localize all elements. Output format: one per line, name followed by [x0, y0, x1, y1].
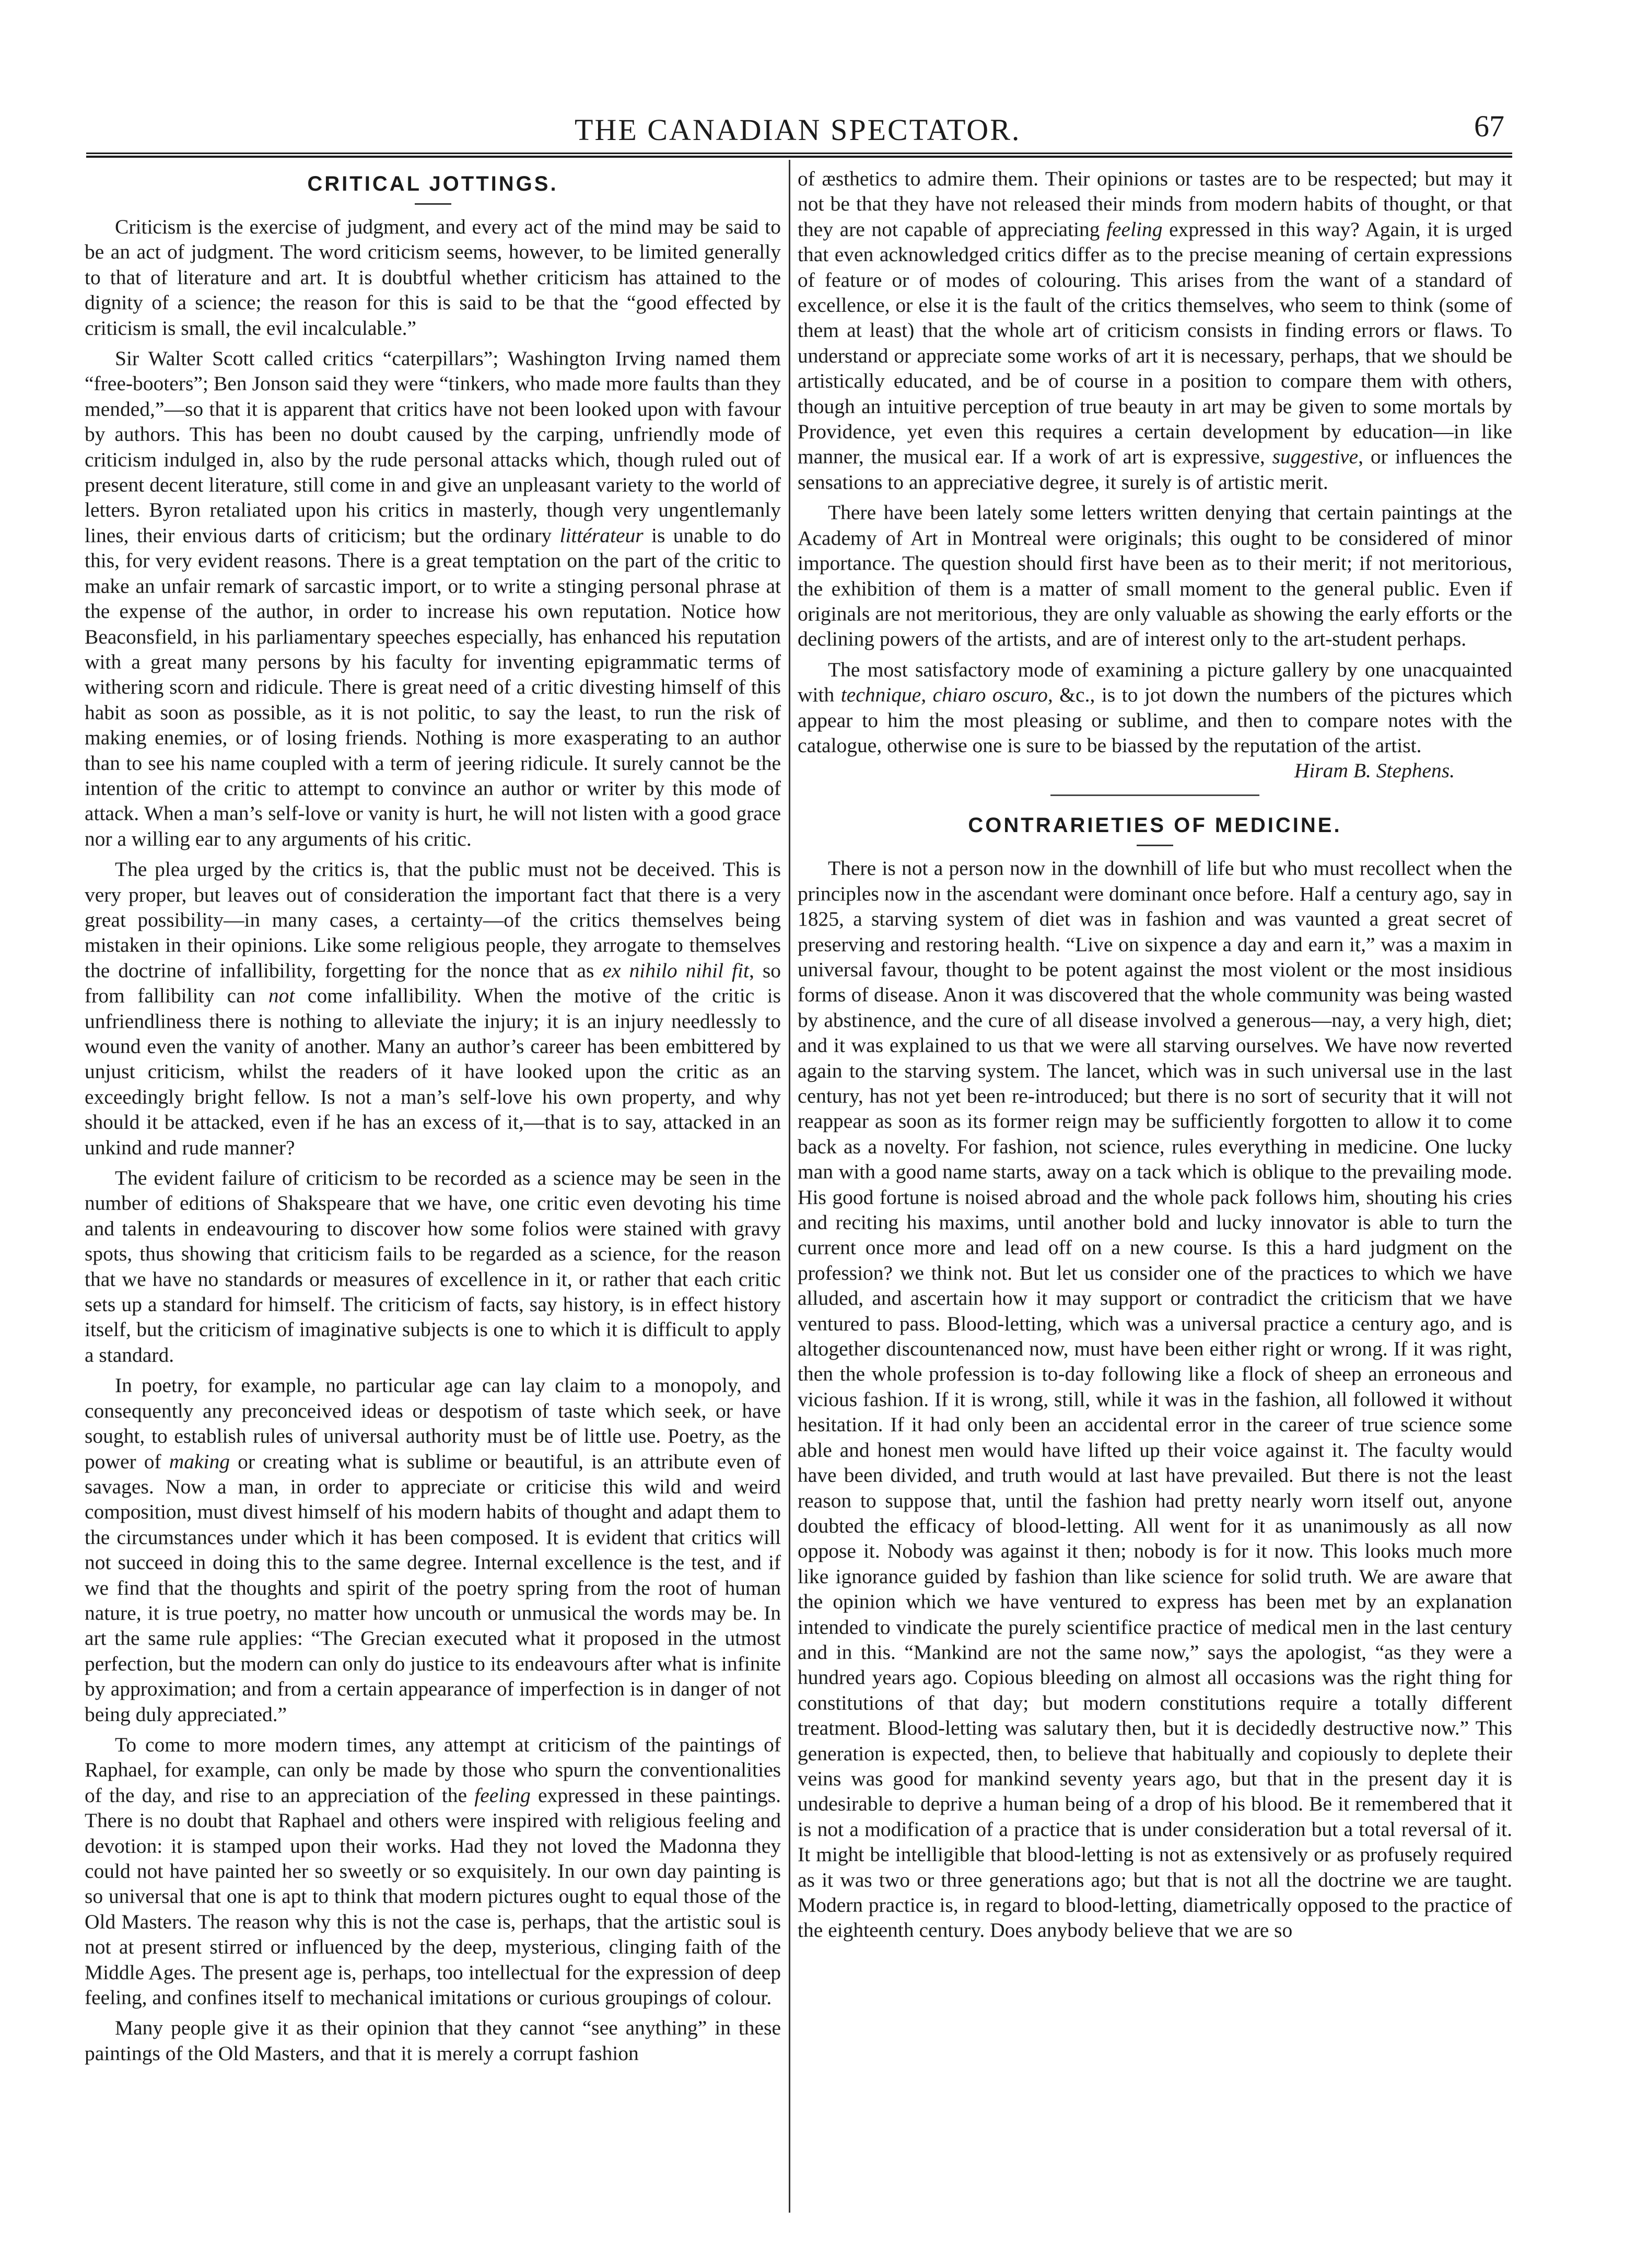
title-separator [415, 203, 451, 205]
author-signature: Hiram B. Stephens. [1294, 759, 1455, 782]
header-double-rule [86, 153, 1512, 158]
paragraph: The evident failure of criticism to be recorded as a science may be seen in the number of editions of Shakspeare that we have, one critic even devoting his time and talents in endeavouring to discover how some folios were stained with gravy spots, thus showing that criticism fails to be regarded as a science, for the reason that we have no standards or measures of excellence in it, or rather that each critic sets up a standard for himself. The criticism of facts, say history, is in effect history itself, but the criticism of imaginative subjects is one to which it is difficult to apply a standard. [85, 1166, 781, 1366]
right-column [798, 166, 1512, 1943]
title-separator [1137, 845, 1173, 846]
paragraph: The plea urged by the critics is, that the public must not be deceived. This is very proper, but leaves out of consideration the important fact that there is a very great possibility—in many cases, a certainty—of the critics themselves being mistaken in their opinions. Like some religious people, they arrogate to themselves the doctrine of infallibility, forgetting for the nonce that as ex nihilo nihil fit, so from fallibility can not come infallibility. When the motive of the critic is unfriendliness there is nothing to alleviate the injury; it is an injury needlessly to wound even the vanity of another. Many an author’s career has been embittered by unjust criticism, whilst the readers of it have looked upon the critic as an exceedingly bright fellow. Is not a man’s self-love his own property, and why should it be attacked, even if he has an excess of it,—that is to say, attacked in an unkind and rude manner? [85, 858, 781, 1159]
paragraph: Criticism is the exercise of judgment, and every act of the mind may be said to be an act of judgment. The word criticism seems, however, to be limited generally to that of literature and art. It is doubtful whether criticism has attained to the dignity of a science; the reason for this is said to be that the “good effected by criticism is small, the evil incalculable.” [85, 215, 781, 340]
column-divider [789, 160, 790, 2213]
article-separator [1050, 794, 1259, 796]
page-number: 67 [1474, 109, 1504, 143]
article-title-contrarieties: CONTRARIETIES OF MEDICINE. [968, 814, 1342, 837]
left-column [85, 166, 781, 2066]
paragraph: Sir Walter Scott called critics “caterpillars”; Washington Irving named them “free-booters”; Ben Jonson said they were “tinkers, who made more faults than they mended,”—so that it is apparent that critics have not been looked upon with favour by authors. This has been no doubt caused by the carping, unfriendly mode of criticism indulged in, also by the rude personal attacks which, though ruled out of present decent literature, still come in and give an unpleasant variety to the world of letters. Byron retaliated upon his critics in masterly, though very ungentlemanly lines, their envious darts of criticism; but the ordinary littérateur is unable to do this, for very evident reasons. There is a great temptation on the part of the critic to make an unfair remark of sarcastic import, or to write a stinging personal phrase at the expense of the author, in order to increase his own reputation. Notice how Beaconsfield, in his parliamentary speeches especially, has enhanced his reputation with a great many persons by his faculty for inventing epigrammatic terms of withering scorn and ridicule. There is great need of a critic divesting himself of this habit as soon as possible, as it is not politic, to say the least, to run the risk of making enemies, or of losing friends. Nothing is more exasperating to an author than to see his name coupled with a term of jeering ridicule. It surely cannot be the intention of the critic to attempt to convince an author or writer by this mode of attack. When a man’s self-love or vanity is hurt, he will not listen with a good grace nor a willing ear to any arguments of his critic. [85, 347, 781, 850]
paragraph: There have been lately some letters written denying that certain paintings at the Academy of Art in Montreal were originals; this ought to be considered of minor importance. The question should first have been as to their merit; if not meritorious, the exhibition of them is a matter of small moment to the general public. Even if originals are not meritorious, they are only valuable as showing the early efforts or the declining powers of the artists, and are of interest only to the art-student perhaps. [798, 501, 1512, 651]
paragraph: To come to more modern times, any attempt at criticism of the paintings of Raphael, for example, can only be made by those who spurn the conventionalities of the day, and rise to an appreciation of the feeling expressed in these paintings. There is no doubt that Raphael and others were inspired with religious feeling and devotion: it is stamped upon their works. Had they not loved the Madonna they could not have painted her so sweetly or so exquisitely. In our own day painting is so universal that one is apt to think that modern pictures ought to equal those of the Old Masters. The reason why this is not the case is, perhaps, that the artistic soul is not at present stirred or influenced by the deep, mysterious, clinging faith of the Middle Ages. The present age is, perhaps, too intellectual for the expression of deep feeling, and confines itself to mechanical imitations or curious groupings of colour. [85, 1733, 781, 2009]
paragraph: There is not a person now in the downhill of life but who must recollect when the principles now in the ascendant were dominant once before. Half a century ago, say in 1825, a starving system of diet was in fashion and was vaunted a great secret of preserving and restoring health. “Live on sixpence a day and earn it,” was a maxim in universal favour, thought to be potent against the most violent or the most insidious forms of disease. Anon it was discovered that the whole community was being wasted by abstinence, and the cure of all disease involved a generous—nay, a very high, diet; and it was explained to us that we were all starving ourselves. We have now reverted again to the starving system. The lancet, which was in such universal use in the last century, has not yet been re-introduced; but there is no sort of security that it will not reappear as soon as its former reign may be sufficiently forgotten to allow it to come back as a novelty. For fashion, not science, rules everything in medicine. One lucky man with a good name starts, away on a tack which is oblique to the prevailing mode. His good fortune is noised abroad and the whole pack follows him, shouting his cries and reciting his maxims, until another bold and lucky innovator is able to turn the current once more and lead off on a new course. Is this a hard judgment on the profession? we think not. But let us consider one of the practices to which we have alluded, and ascertain how it may support or contradict the criticism that we have ventured to pass. Blood-letting, which was a universal practice a century ago, and is altogether discountenanced now, must have been either right or wrong. If it was right, then the whole profession is to-day following like a flock of sheep an erroneous and vicious fashion. If it is wrong, still, while it was in the fashion, all followed it without hesitation. If it had only been an accidental error in the career of true science some able and honest men would have lifted up their voice against it. The faculty would have been divided, and truth would at last have prevailed. But there is not the least reason to suppose that, until the fashion had pretty nearly worn itself out, anyone doubted the efficacy of blood-letting. All went for it as unanimously as all now oppose it. Nobody was against it then; nobody is for it now. This looks much more like ignorance guided by fashion than like science for solid truth. We are aware that the opinion which we have ventured to express has been met by an explanation intended to vindicate the purely scientifice practice of medical men in the last century and in this. “Mankind are not the same now,” says the apologist, “as they were a hundred years ago. Copious bleeding on almost all occasions was the right thing for constitutions of that day; but modern constitutions require a totally different treatment. Blood-letting was salutary then, but it is decidedly destructive now.” This generation is expected, then, to believe that habitually and copiously to deplete their veins was good for mankind seventy years ago, but that in the present day it is undesirable to deprive a human being of a drop of his blood. Be it remembered that it is not a modification of a practice that is under consideration but a total reversal of it. It might be intelligible that blood-letting is not as extensively or as profusely required as it was two or three generations ago; but that is not all the doctrine we are taught. Modern practice is, in regard to blood-letting, diametrically opposed to the practice of the eighteenth century. Does anybody believe that we are so [798, 857, 1512, 1942]
paragraph-continued: of æsthetics to admire them. Their opinions or tastes are to be respected; but may it not be that they have not released their minds from modern habits of thought, or that they are not capable of appreciating feeling expressed in this way? Again, it is urged that even acknowledged critics differ as to the precise meaning of certain expressions of feature or of modes of colouring. This arises from the want of a standard of excellence, or else it is the fault of the critics themselves, who seem to think (some of them at least) that the whole art of criticism consists in finding errors or flaws. To understand or appreciate some works of art it is necessary, perhaps, that we should be artistically educated, and be of course in a position to compare them with others, though an intuitive perception of true beauty in art may be given to some mortals by Providence, yet even this requires a certain development by education—in like manner, the musical ear. If a work of art is expressive, suggestive, or influences the sensations to an appreciative degree, it surely is of artistic merit. [798, 167, 1512, 494]
article-title-critical-jottings: CRITICAL JOTTINGS. [307, 172, 558, 195]
paragraph: Many people give it as their opinion that they cannot “see anything” in these paintings of the Old Masters, and that it is merely a corrupt fashion [85, 2016, 781, 2065]
masthead-title: THE CANADIAN SPECTATOR. [575, 113, 1021, 147]
paragraph: In poetry, for example, no particular age can lay claim to a monopoly, and consequently any preconceived ideas or despotism of taste which seek, or have sought, to establish rules of universal authority must be of little use. Poetry, as the power of making or creating what is sublime or beautiful, is an attribute even of savages. Now a man, in order to appreciate or criticise this wild and weird composition, must divest himself of his modern habits of thought and adapt them to the circumstances under which it has been composed. It is evident that critics will not succeed in doing this to the same degree. Internal excellence is the test, and if we find that the thoughts and spirit of the poetry spring from the root of human nature, it is true poetry, no matter how uncouth or unmusical the words may be. In art the same rule applies: “The Grecian executed what it proposed in the utmost perfection, but the modern can only do justice to its endeavours after what is infinite by approximation; and from a certain appearance of imperfection is in danger of not being duly appreciated.” [85, 1374, 781, 1726]
paragraph: The most satisfactory mode of examining a picture gallery by one unacquainted with technique, chiaro oscuro, &c., is to jot down the numbers of the pictures which appear to him the most pleasing or sublime, and then to compare notes with the catalogue, otherwise one is sure to be biassed by the reputation of the artist. [798, 658, 1512, 757]
